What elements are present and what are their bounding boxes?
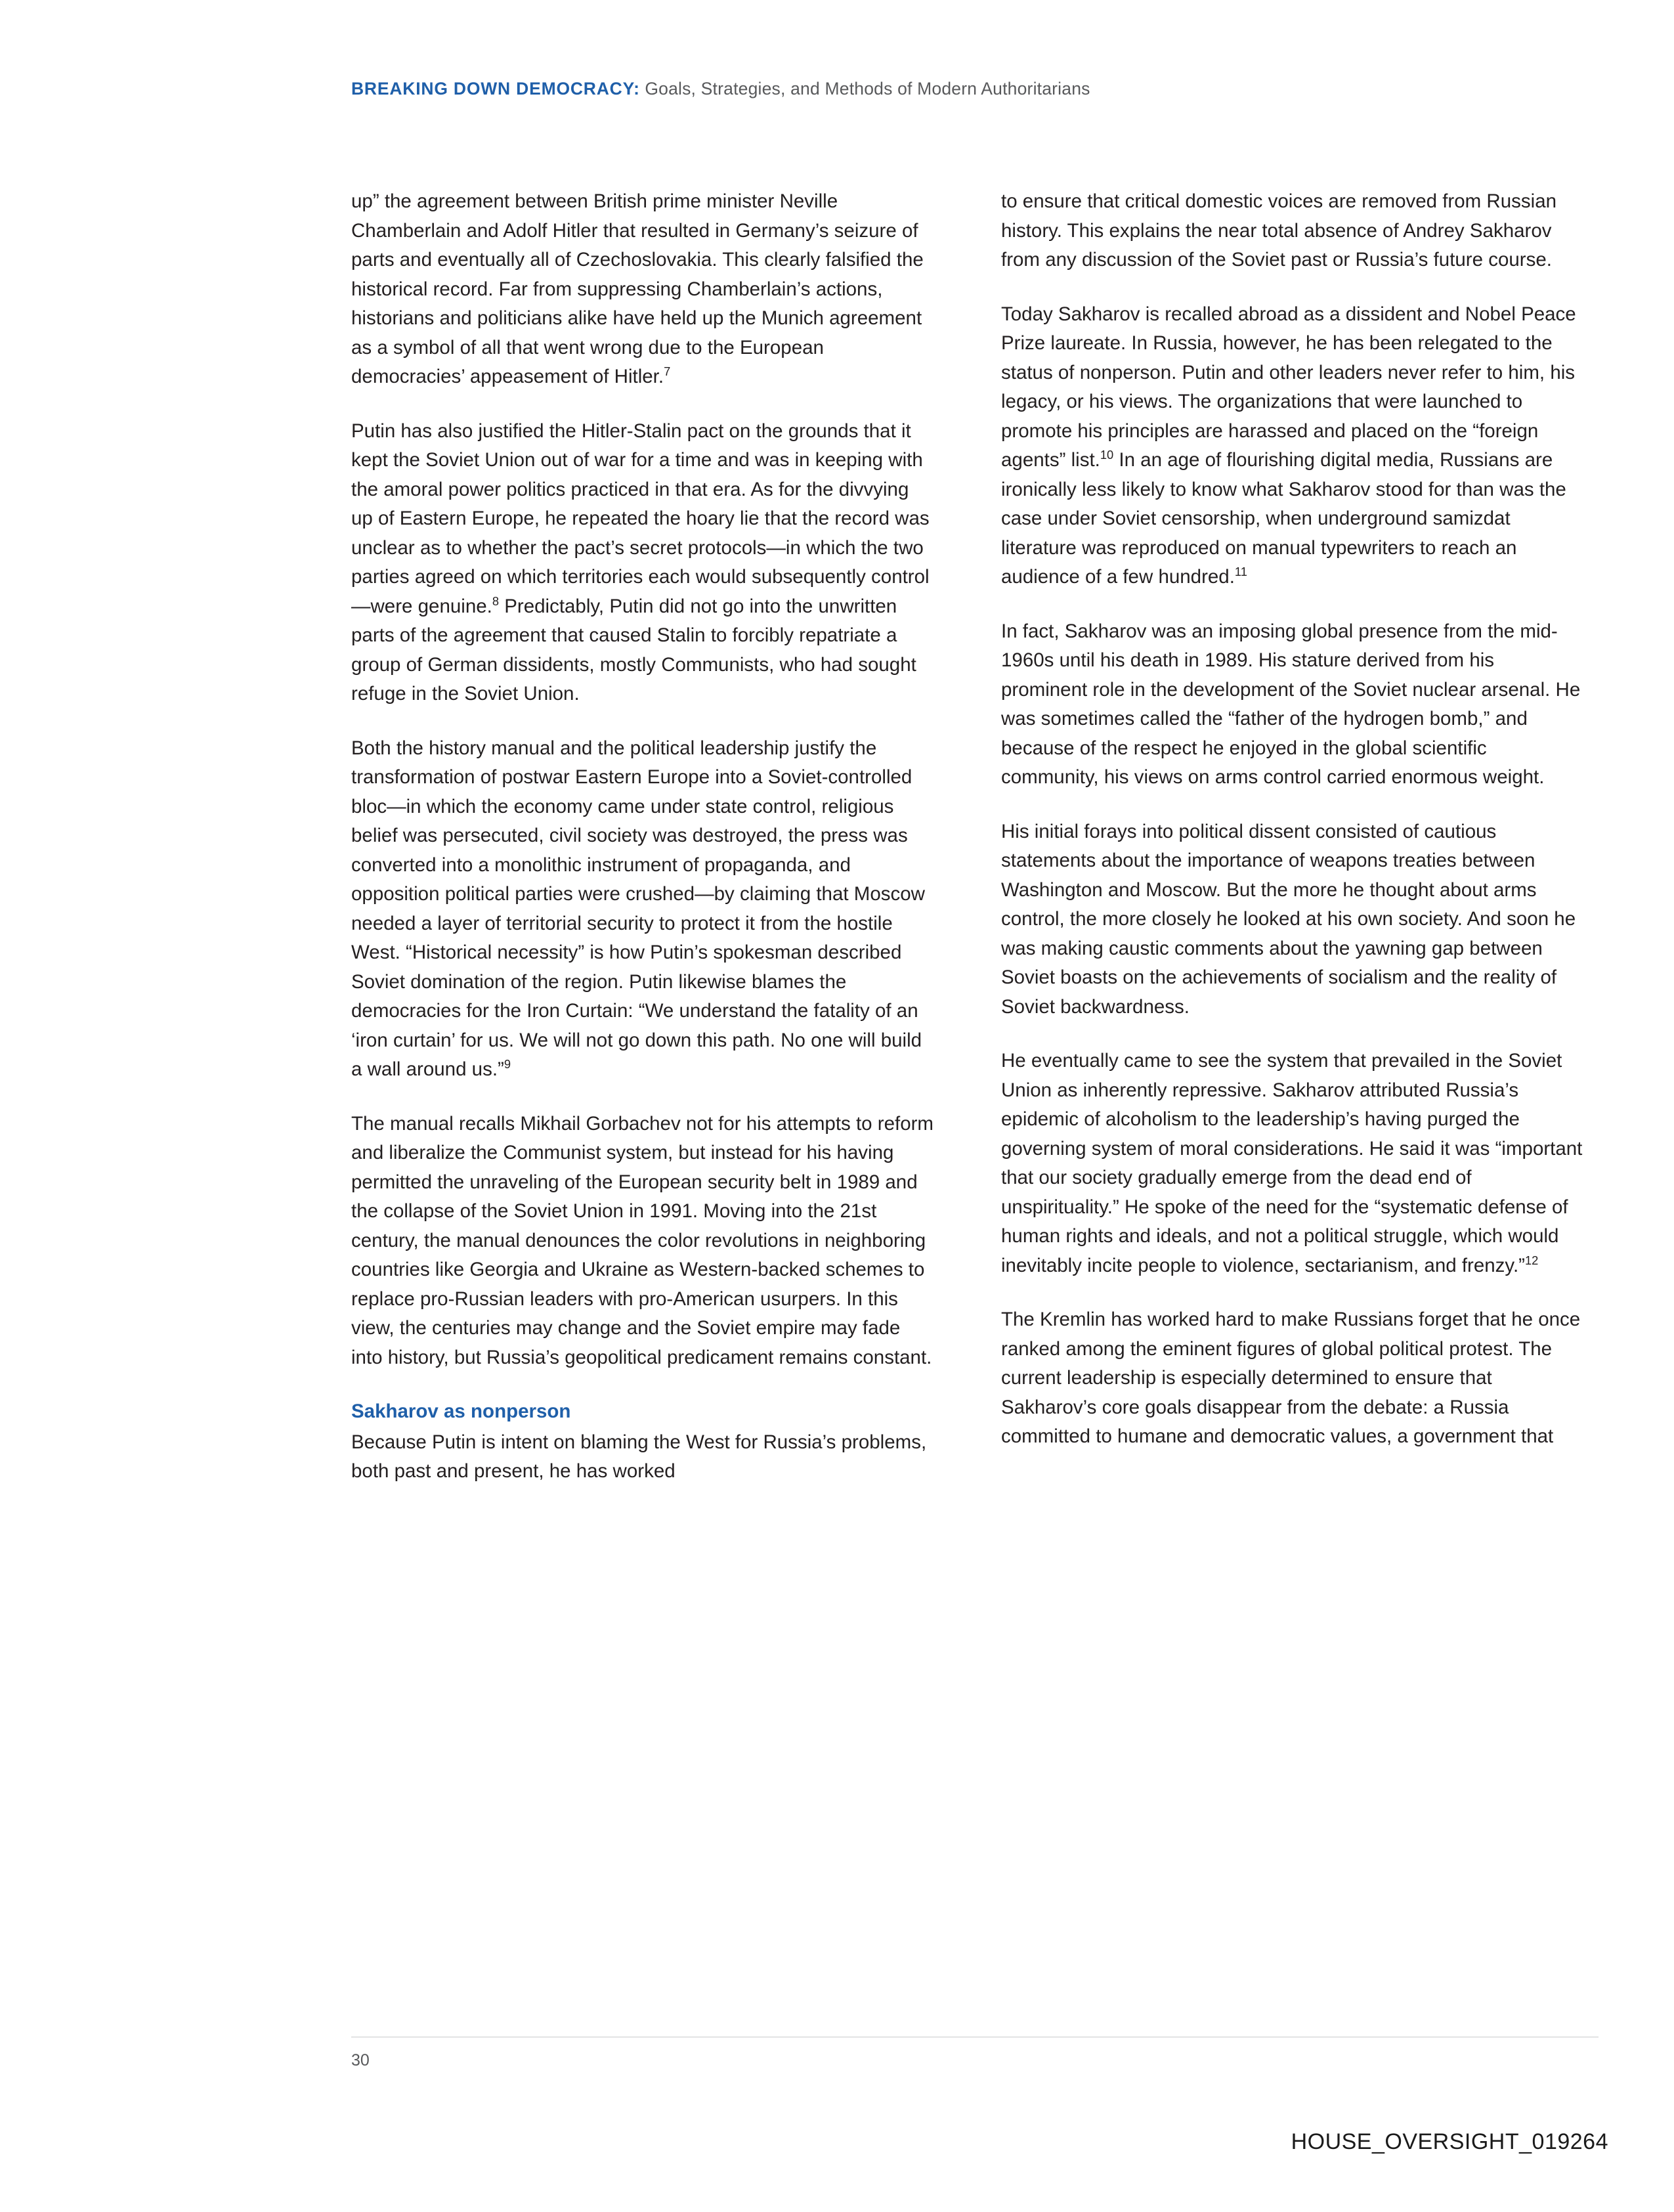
running-head-subtitle: Goals, Strategies, and Methods of Modern Authoritarians <box>639 79 1090 98</box>
running-head-title: BREAKING DOWN DEMOCRACY: <box>351 79 640 98</box>
footnote-marker: 10 <box>1100 448 1114 462</box>
paragraph: Because Putin is intent on blaming the West for Russia’s problems, both past and present, he has worked <box>351 1431 927 1482</box>
paragraph-text: Today Sakharov is recalled abroad as a dissident and Nobel Peace Prize laureate. In Russia, however, he has been relegated to the status of nonperson. Putin and other leaders never refer to him, his legacy, or his views. The organizations that were launched to promote his principles are harassed and placed on the “foreign agents” list. <box>1001 303 1576 471</box>
paragraph <box>351 417 935 709</box>
paragraph: In fact, Sakharov was an imposing global presence from the mid-1960s until his death in 1989. His stature derived from his prominent role in the development of the Soviet nuclear arsenal. He was sometimes called the “father of the hydrogen bomb,” and because of the respect he enjoyed in the global scientific community, his views on arms control carried enormous weight. <box>1001 620 1581 788</box>
footnote-marker: 9 <box>504 1057 511 1072</box>
paragraph <box>351 187 935 392</box>
paragraph-text: He eventually came to see the system that prevailed in the Soviet Union as inherently repressive. Sakharov attributed Russia’s epidemic of alcoholism to the leadership’s having purged the governing system of moral considerations. He said it was “important that our society gradually emerge from the dead end of unspirituality.” He spoke of the need for the “systematic defense of human rights and ideals, and not a political struggle, which would inevitably incite people to violence, sectarianism, and frenzy.” <box>1001 1050 1583 1276</box>
paragraph: The manual recalls Mikhail Gorbachev not for his attempts to reform and liberalize the Communist system, but instead for his having permitted the unraveling of the European security belt in 1989 and the collapse of the Soviet Union in 1991. Moving into the 21st century, the manual denounces the color revolutions in neighboring countries like Georgia and Ukraine as Western-backed schemes to replace pro-Russian leaders with pro-American usurpers. In this view, the centuries may change and the Soviet empire may fade into history, but Russia’s geopolitical predicament remains constant. <box>351 1112 934 1368</box>
footnote-marker: 12 <box>1525 1253 1539 1267</box>
footnote-marker: 11 <box>1234 565 1247 579</box>
paragraph <box>1001 300 1585 592</box>
paragraph-text: Putin has also justified the Hitler-Stalin pact on the grounds that it kept the Soviet Union out of war for a time and was in keeping with the amoral power politics practiced in that era. As for the divvying up of Eastern Europe, he repeated the hoary lie that the record was unclear as to whether the pact’s secret protocols—in which the two parties agreed on which territories each would subsequently control—were genuine. <box>351 420 930 617</box>
paragraph-text-continued: Predictably, Putin did not go into the unwritten parts of the agreement that caused Stalin to forcibly repatriate a group of German dissidents, mostly Communists, who had sought refuge in the Soviet Union. <box>351 595 916 705</box>
section-subheading: Sakharov as nonperson <box>351 1400 571 1422</box>
left-column <box>351 187 935 1486</box>
right-column <box>1001 187 1585 1486</box>
paragraph-text-continued: In an age of flourishing digital media, Russians are ironically less likely to know what Sakharov stood for than was the case under Soviet censorship, when underground samizdat literature was reproduced on manual typewriters to reach an audience of a few hundred. <box>1001 449 1566 588</box>
paragraph-text: up” the agreement between British prime minister Neville Chamberlain and Adolf Hitler that resulted in Germany’s seizure of parts and eventually all of Czechoslovakia. This clearly falsified the historical record. Far from suppressing Chamberlain’s actions, historians and politicians alike have held up the Munich agreement as a symbol of all that went wrong due to the European democracies’ appeasement of Hitler. <box>351 190 924 387</box>
body-columns <box>351 187 1585 1486</box>
paragraph <box>1001 1047 1585 1280</box>
paragraph-text: Both the history manual and the political leadership justify the transformation of postwar Eastern Europe into a Soviet-controlled bloc—in which the economy came under state control, religious belief was persecuted, civil society was destroyed, the press was converted into a monolithic instrument of propaganda, and opposition political parties were crushed—by claiming that Moscow needed a layer of territorial security to protect it from the hostile West. “Historical necessity” is how Putin’s spokesman described Soviet domination of the region. Putin likewise blames the democracies for the Iron Curtain: “We understand the fatality of an ‘iron curtain’ for us. We will not go down this path. No one will build a wall around us.” <box>351 737 925 1080</box>
paragraph <box>351 734 935 1085</box>
paragraph: to ensure that critical domestic voices are removed from Russian history. This explains the near total absence of Andrey Sakharov from any discussion of the Soviet past or Russia’s future course. <box>1001 190 1557 271</box>
paragraph: His initial forays into political dissent consisted of cautious statements about the importance of weapons treaties between Washington and Moscow. But the more he thought about arms control, the more closely he looked at his own society. And soon he was making caustic comments about the yawning gap between Soviet boasts on the achievements of socialism and the reality of Soviet backwardness. <box>1001 820 1576 1018</box>
footnote-marker: 8 <box>492 594 499 608</box>
paragraph: The Kremlin has worked hard to make Russians forget that he once ranked among the eminent figures of global political protest. The current leadership is especially determined to ensure that Sakharov’s core goals disappear from the debate: a Russia committed to humane and democratic values, a government that <box>1001 1309 1581 1447</box>
bates-stamp: HOUSE_OVERSIGHT_019264 <box>1291 2129 1608 2154</box>
footnote-marker: 7 <box>664 364 671 379</box>
running-head <box>351 79 1599 99</box>
page-number: 30 <box>351 2051 370 2070</box>
